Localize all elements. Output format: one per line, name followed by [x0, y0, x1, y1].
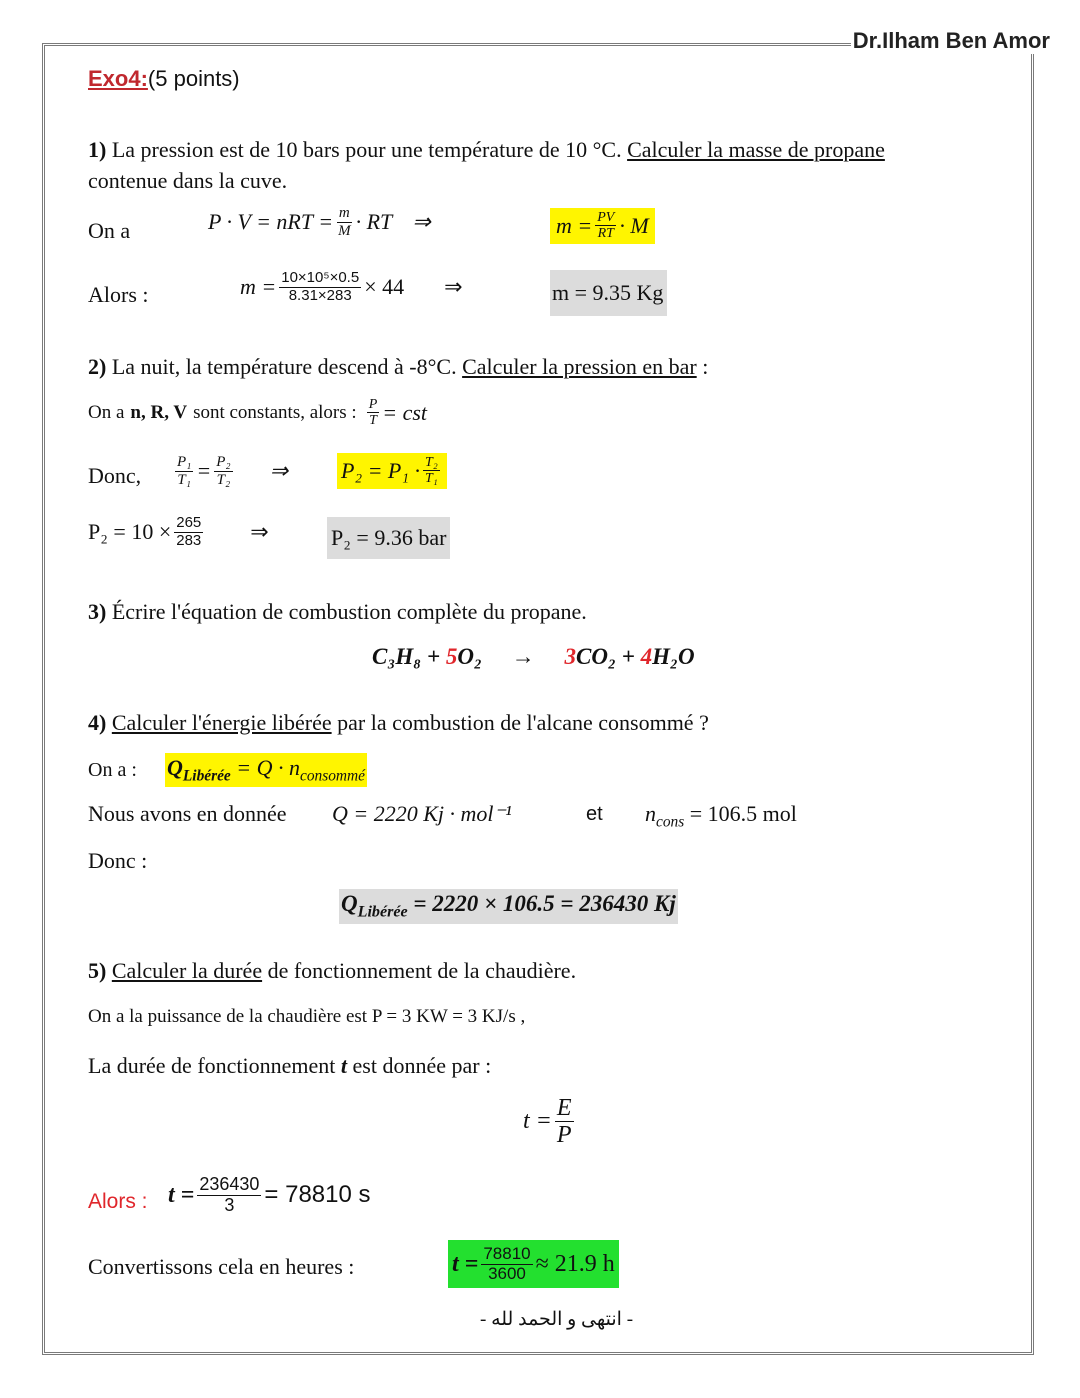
q2-statement — [88, 354, 708, 380]
reactant-oxygen: O₂ — [457, 644, 483, 669]
q2-res-lhs: P₂ = P₁ · — [341, 457, 421, 483]
q5-duration-line — [88, 1053, 491, 1079]
q1-result-fraction — [595, 210, 616, 242]
frac-den: P — [556, 1122, 572, 1149]
frac-num: 236430 — [199, 1174, 260, 1194]
q1-statement-line2: contenue dans la cuve. — [88, 168, 288, 193]
q4-result-rest: = 2220 × 106.5 = 236430 Kj — [407, 891, 676, 916]
q5-calculation — [168, 1175, 371, 1216]
q2-cst-end: = cst — [382, 399, 428, 425]
q3-statement — [88, 599, 587, 625]
frac-den: 283 — [176, 531, 202, 549]
coef-co2: 3 — [564, 644, 577, 669]
q4-result — [339, 889, 678, 924]
q2-ratio-2 — [214, 454, 232, 488]
q4-formula-sub: Libérée — [182, 767, 231, 785]
frac-den: T₂ — [216, 471, 231, 488]
q2-ratio-equation: $\frac{\text{P₁}}{\text{T₁}}$ = $\frac{\text{P₂}}{\text{T₂}}$ ⇒ — [177, 454, 289, 488]
q5-calc-lhs: t = — [168, 1181, 195, 1208]
implies-arrow: ⇒ — [444, 274, 463, 299]
frac-den: T₁ — [425, 471, 438, 487]
coef-oxygen: 5 — [445, 644, 458, 669]
q1-task: Calculer la masse de propane — [627, 137, 885, 162]
q4-n: n — [645, 801, 656, 826]
q1-calc-end: × 44 — [364, 274, 405, 299]
q2-donc: Donc, — [88, 463, 142, 488]
q1-result-end: · M — [619, 212, 649, 238]
exercise-label: Exo4: — [88, 66, 148, 91]
frac-den: T₁ — [177, 471, 191, 488]
q2-text: La nuit, la température descend à -8°C. — [106, 354, 463, 379]
q5-t: t — [340, 1053, 348, 1078]
q4-donc: Donc : — [88, 848, 148, 873]
frac-num: P₂ — [216, 454, 231, 470]
q1-mass-formula — [550, 208, 655, 244]
q4-number: 4) — [88, 710, 107, 735]
q5-calc-end: = 78810 s — [264, 1181, 371, 1209]
frac-den: 3600 — [488, 1263, 526, 1283]
q2-line1-end: sont constants, alors : — [193, 401, 357, 423]
q2-ratio-1 — [175, 454, 193, 488]
q2-colon: : — [696, 354, 709, 379]
q5-number: 5) — [88, 958, 107, 983]
q5-calc-fraction — [197, 1175, 261, 1216]
q5-time-formula — [523, 1095, 577, 1149]
combustion-equation — [372, 644, 695, 670]
q3-text: Écrire l'équation de combustion complète du propane. — [106, 599, 587, 624]
q5-convert-text: Convertissons cela en heures : — [88, 1254, 355, 1279]
reaction-arrow: → — [511, 644, 535, 669]
q5-line2a: La durée de fonctionnement — [88, 1053, 341, 1078]
q1-answer: m = 9.35 Kg — [550, 270, 667, 316]
q2-calculation — [88, 515, 269, 549]
q2-task: Calculer la pression en bar — [462, 354, 697, 379]
product-co2: CO₂ + — [576, 644, 641, 669]
q1-formula-text: P · V = nRT = — [208, 209, 334, 234]
q1-calc-fraction — [279, 270, 361, 304]
q5-t-lhs: t = — [523, 1108, 552, 1135]
q5-power-line: On a la puissance de la chaudière est P = 3 KW = 3 KJ/s , — [88, 1006, 526, 1027]
frac-den: 8.31×283 — [288, 286, 352, 304]
q5-statement — [88, 958, 576, 984]
implies-arrow: ⇒ — [250, 519, 269, 544]
q4-data-n — [645, 801, 797, 831]
frac-num: 265 — [176, 514, 202, 531]
q5-text: de fonctionnement de la chaudière. — [262, 958, 577, 983]
q2-calc-lhs: P₂ = 10 × — [88, 519, 172, 544]
q4-formula-sub2: consommé — [299, 767, 365, 785]
q2-cst-fraction — [367, 397, 380, 429]
q2-res-fraction — [423, 455, 440, 487]
implies-arrow: ⇒ — [412, 209, 431, 234]
implies-arrow: ⇒ — [269, 458, 289, 483]
q1-formula-fraction — [336, 205, 353, 239]
q4-result-q: Q — [341, 891, 358, 916]
frac-den: M — [338, 222, 351, 239]
closing-note: - انتهى و الحمد لله - — [480, 1309, 634, 1330]
q5-conv-end: ≈ 21.9 h — [535, 1250, 615, 1277]
q4-formula-rest: = Q · n — [230, 755, 300, 780]
q1-result-lhs: m = — [556, 212, 593, 238]
q2-pressure-formula — [337, 453, 447, 489]
exercise-title — [88, 66, 240, 92]
q5-final-answer — [448, 1240, 619, 1288]
q1-calc-lhs: m = — [240, 274, 277, 299]
product-water: H₂O — [652, 644, 695, 669]
q3-number: 3) — [88, 599, 107, 624]
frac-num: 10×10⁵×0.5 — [281, 269, 360, 286]
frac-num: T₂ — [425, 455, 438, 470]
frac-den: 3 — [224, 1194, 235, 1215]
frac-num: PV — [597, 210, 615, 225]
q4-n-sub: cons — [656, 813, 685, 831]
q2-constants-line — [88, 397, 427, 429]
q2-answer: P₂ = 9.36 bar — [327, 517, 450, 559]
q1-calculation — [240, 270, 463, 304]
q4-ona: On a : — [88, 759, 137, 781]
q5-alors: Alors : — [88, 1190, 148, 1213]
q4-energy-formula — [165, 753, 367, 787]
q4-data-et: et — [586, 803, 603, 825]
frac-num: P — [368, 397, 378, 412]
q1-text: La pression est de 10 bars pour une température de 10 °C. — [106, 137, 628, 162]
frac-den: RT — [597, 226, 614, 242]
reactant-propane: C₃H₈ + — [372, 644, 446, 669]
frac-num: m — [338, 205, 350, 221]
q5-t-fraction — [555, 1095, 574, 1149]
q4-text: par la combustion de l'alcane consommé ? — [331, 710, 709, 735]
q4-n-rest: = 106.5 mol — [684, 801, 797, 826]
q1-ona: On a — [88, 218, 131, 243]
q5-task: Calculer la durée — [111, 958, 263, 983]
q5-conv-lhs: t = — [452, 1250, 479, 1277]
q5-conv-fraction — [481, 1245, 532, 1283]
exercise-points: (5 points) — [147, 66, 240, 91]
q4-formula-q: Q — [167, 755, 183, 780]
q4-task: Calculer l'énergie libérée — [111, 710, 332, 735]
q2-calc-fraction — [174, 515, 203, 549]
frac-num: E — [556, 1095, 572, 1121]
q2-number: 2) — [88, 354, 107, 379]
frac-den: T — [369, 413, 377, 429]
q4-data-text: Nous avons en donnée — [88, 801, 287, 826]
q1-formula-end: · RT — [355, 209, 393, 234]
q1-ideal-gas-formula — [208, 205, 431, 239]
coef-water: 4 — [640, 644, 653, 669]
author-name: Dr.Ilham Ben Amor — [852, 28, 1050, 53]
q4-result-sub: Libérée — [357, 903, 408, 921]
page-frame — [42, 43, 1034, 1355]
frac-num: P₁ — [177, 454, 192, 470]
frac-num: 78810 — [483, 1243, 531, 1263]
q4-statement — [88, 710, 709, 736]
q1-number: 1) — [88, 137, 107, 162]
q2-line1: On a — [88, 401, 125, 423]
q5-line2b: est donnée par : — [347, 1053, 492, 1078]
q4-data-q: Q = 2220 Kj · mol⁻¹ — [332, 801, 512, 826]
q2-constants: n, R, V — [130, 401, 188, 423]
q1-statement — [88, 137, 885, 163]
q1-alors: Alors : — [88, 282, 149, 307]
